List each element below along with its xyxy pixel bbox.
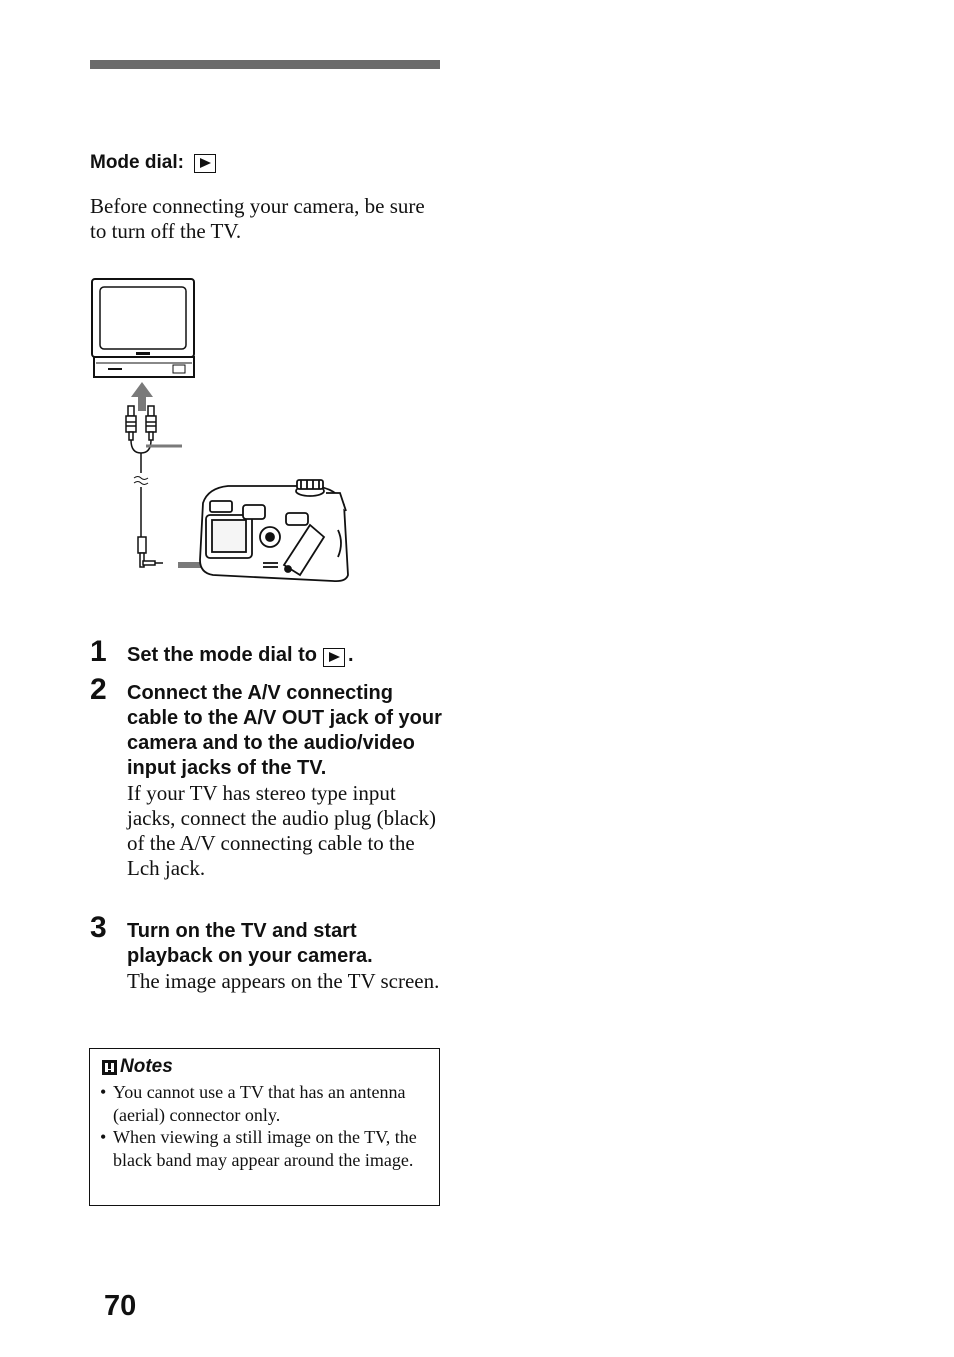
- notes-title: Notes: [120, 1056, 173, 1077]
- tv-icon: [92, 279, 194, 377]
- notes-list: [100, 1081, 435, 1171]
- section-rule: [90, 60, 440, 69]
- mode-dial-line: [90, 152, 216, 174]
- note-item: [100, 1126, 435, 1171]
- notes-icon: [102, 1060, 117, 1075]
- note-item: [100, 1081, 435, 1126]
- camera-icon: [200, 480, 348, 581]
- play-icon: [323, 648, 345, 667]
- step-title-end: .: [348, 644, 354, 666]
- play-icon: [194, 154, 216, 173]
- connection-svg: [88, 275, 358, 590]
- step-title: [127, 643, 442, 668]
- step-number: 1: [90, 635, 107, 668]
- step-title: Connect the A/V connecting cable to the A/V OUT jack of your camera and to the audio/video input jacks of the TV.: [127, 682, 442, 779]
- av-cable-icon: [126, 406, 163, 567]
- page-number: 70: [104, 1290, 137, 1322]
- bullet: •: [100, 1127, 107, 1147]
- notes-box: [89, 1048, 440, 1206]
- step-description: The image appears on the TV screen.: [127, 969, 440, 993]
- step-number: 2: [90, 673, 107, 706]
- step-title: Turn on the TV and start playback on your camera.: [127, 920, 373, 967]
- step-title-text: Set the mode dial to: [127, 644, 318, 666]
- connection-illustration: [88, 275, 358, 590]
- note-text: When viewing a still image on the TV, the black band may appear around the image.: [113, 1127, 417, 1170]
- mode-dial-label: Mode dial:: [90, 152, 184, 173]
- intro-text: Before connecting your camera, be sure to turn off the TV.: [90, 194, 425, 243]
- bullet: •: [100, 1082, 107, 1102]
- step-number: 3: [90, 911, 107, 944]
- step-description: If your TV has stereo type input jacks, connect the audio plug (black) of the A/V connecting cable to the Lch jack.: [127, 781, 437, 880]
- note-text: You cannot use a TV that has an antenna (aerial) connector only.: [113, 1082, 406, 1125]
